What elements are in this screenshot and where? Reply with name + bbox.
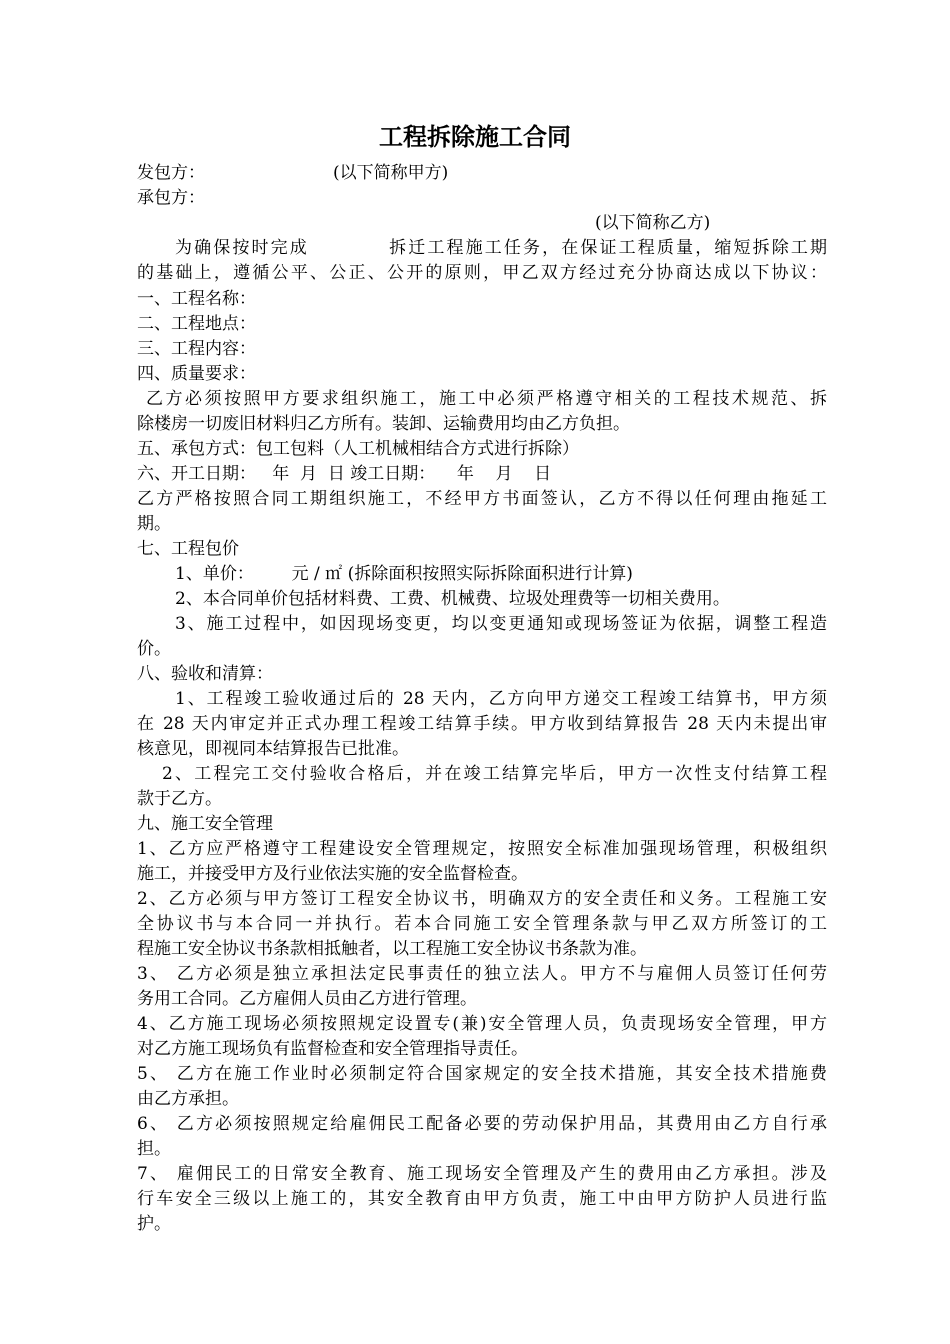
section-6-para-line-1: 乙方严格按照合同工期组织施工，不经甲方书面签认，乙方不得以任何理由拖延工 — [137, 489, 827, 509]
section-8-item-2-line-1: 2、工程完工交付验收合格后，并在竣工结算完毕后，甲方一次性支付结算工程 — [162, 764, 827, 784]
section-1-heading: 一、工程名称： — [137, 289, 256, 309]
section-8-item-1-line-3: 核意见，即视同本结算报告已批准。 — [137, 739, 409, 759]
section-9-item-2-line-2: 全协议书与本合同一并执行。若本合同施工安全管理条款与甲乙双方所签订的工 — [137, 914, 827, 934]
section-9-item-2-line-1: 2、乙方必须与甲方签订工程安全协议书，明确双方的安全责任和义务。工程施工安 — [137, 889, 827, 909]
section-9-item-1-line-2: 施工，并接受甲方及行业依法实施的安全监督检查。 — [137, 864, 528, 884]
section-4-para-line-2: 除楼房一切废旧材料归乙方所有。装卸、运输费用均由乙方负担。 — [137, 414, 630, 434]
intro-part-b: 拆迁工程施工任务，在保证工程质量，缩短拆除工期 — [386, 238, 828, 258]
party-a-note: (以下简称甲方) — [333, 163, 449, 183]
section-8-item-1-line-1: 1、工程竣工验收通过后的 28 天内，乙方向甲方递交工程竣工结算书，甲方须 — [175, 689, 827, 709]
section-4-para-line-1: 乙方必须按照甲方要求组织施工，施工中必须严格遵守相关的工程技术规范、拆 — [146, 389, 827, 409]
section-7-item-3-line-2: 价。 — [137, 639, 171, 659]
section-5-heading: 五、承包方式：包工包料（人工机械相结合方式进行拆除） — [137, 439, 579, 459]
party-b-note: (以下简称乙方) — [595, 213, 711, 233]
section-9-item-7-line-3: 护。 — [137, 1214, 171, 1234]
section-9-item-7-line-1: 7、 雇佣民工的日常安全教育、施工现场安全管理及产生的费用由乙方承担。涉及 — [137, 1164, 827, 1184]
section-9-item-3-line-2: 务用工合同。乙方雇佣人员由乙方进行管理。 — [137, 989, 477, 1009]
section-8-item-1-line-2: 在 28 天内审定并正式办理工程竣工结算手续。甲方收到结算报告 28 天内未提出审 — [137, 714, 827, 734]
party-b-label: 承包方： — [137, 188, 205, 208]
section-3-heading: 三、工程内容： — [137, 339, 256, 359]
intro-line-1 — [175, 236, 827, 260]
intro-part-a: 为确保按时完成 — [175, 238, 309, 258]
document-title: 工程拆除施工合同 — [379, 123, 571, 151]
section-9-item-1-line-1: 1、乙方应严格遵守工程建设安全管理规定，按照安全标准加强现场管理，积极组织 — [137, 839, 827, 859]
section-9-item-3-line-1: 3、 乙方必须是独立承担法定民事责任的独立法人。甲方不与雇佣人员签订任何劳 — [137, 964, 827, 984]
section-7-heading: 七、工程包价 — [137, 539, 239, 559]
section-9-item-6-line-1: 6、 乙方必须按照规定给雇佣民工配备必要的劳动保护用品，其费用由乙方自行承 — [137, 1114, 827, 1134]
party-a-line — [137, 161, 827, 185]
section-9-item-5-line-2: 由乙方承担。 — [137, 1089, 239, 1109]
section-7-item-1: 1、单价： 元 / ㎡ (拆除面积按照实际拆除面积进行计算) — [175, 564, 633, 584]
section-9-item-6-line-2: 担。 — [137, 1139, 171, 1159]
section-9-item-7-line-2: 行车安全三级以上施工的，其安全教育由甲方负责，施工中由甲方防护人员进行监 — [137, 1189, 827, 1209]
section-8-heading: 八、验收和清算： — [137, 664, 273, 684]
intro-line-2: 的基础上，遵循公平、公正、公开的原则，甲乙双方经过充分协商达成以下协议： — [137, 263, 827, 283]
section-7-item-3-line-1: 3、施工过程中，如因现场变更，均以变更通知或现场签证为依据，调整工程造 — [175, 614, 827, 634]
section-8-item-2-line-2: 款于乙方。 — [137, 789, 222, 809]
section-4-heading: 四、质量要求： — [137, 364, 256, 384]
section-6-para-line-2: 期。 — [137, 514, 171, 534]
section-7-item-2: 2、本合同单价包括材料费、工费、机械费、垃圾处理费等一切相关费用。 — [175, 589, 730, 609]
section-9-item-4-line-1: 4、乙方施工现场必须按照规定设置专(兼)安全管理人员，负责现场安全管理，甲方 — [137, 1014, 827, 1034]
section-9-item-5-line-1: 5、 乙方在施工作业时必须制定符合国家规定的安全技术措施，其安全技术措施费 — [137, 1064, 827, 1084]
section-9-heading: 九、施工安全管理 — [137, 814, 273, 834]
party-a-label: 发包方： — [137, 163, 205, 183]
section-9-item-4-line-2: 对乙方施工现场负有监督检查和安全管理指导责任。 — [137, 1039, 528, 1059]
section-2-heading: 二、工程地点： — [137, 314, 256, 334]
section-6-heading: 六、开工日期： 年 月 日 竣工日期： 年 月 日 — [137, 464, 552, 484]
section-9-item-2-line-3: 程施工安全协议书条款相抵触者，以工程施工安全协议书条款为准。 — [137, 939, 647, 959]
